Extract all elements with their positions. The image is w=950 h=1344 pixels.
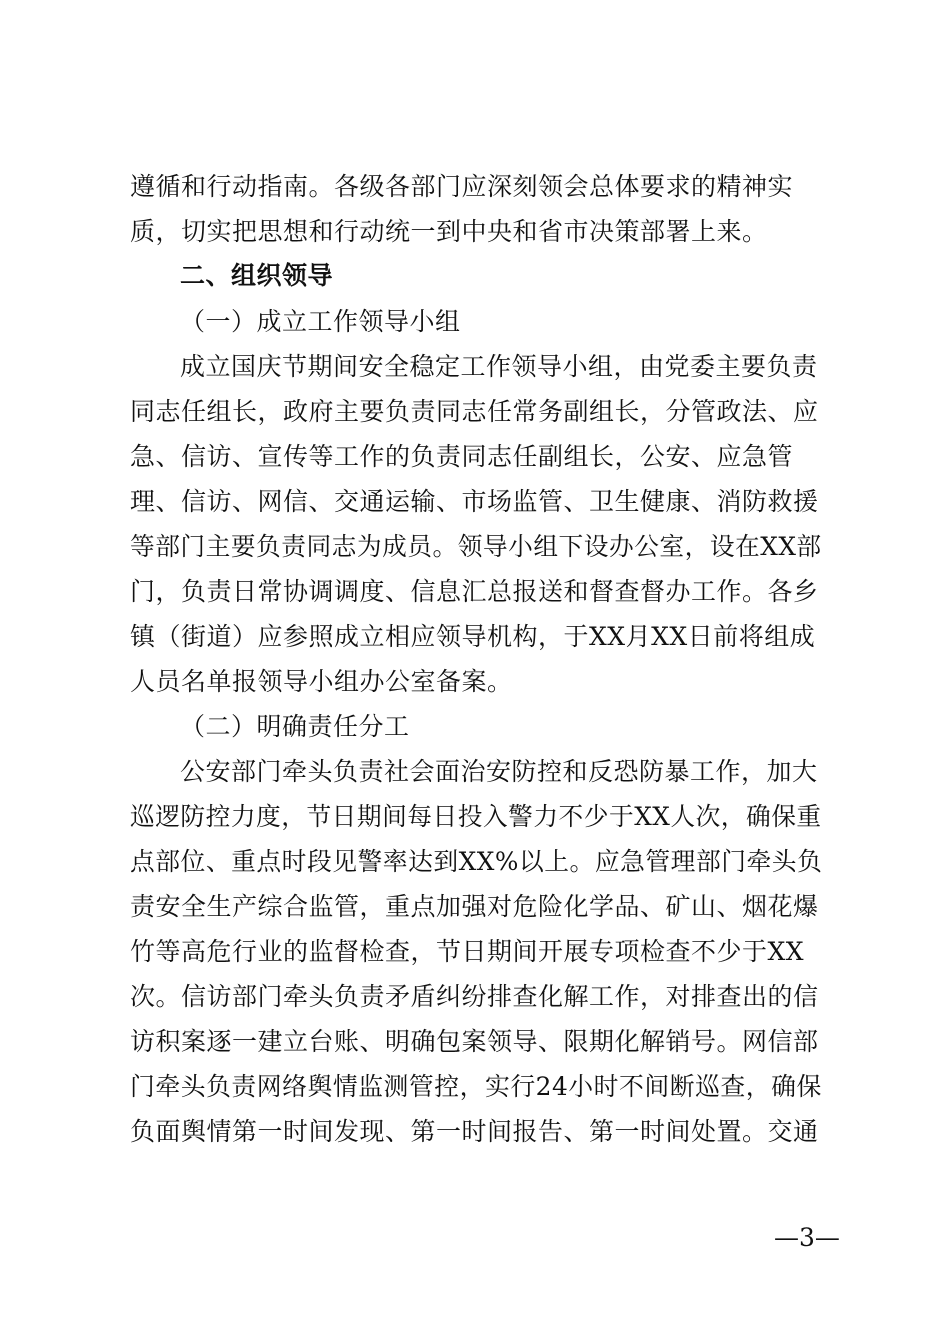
body-text-line: 责安全生产综合监管，重点加强对危险化学品、矿山、烟花爆 — [130, 892, 819, 921]
section-heading: 二、组织领导 — [180, 261, 334, 290]
subsection-heading: （一）成立工作领导小组 — [180, 307, 461, 336]
body-text-line: 成立国庆节期间安全稳定工作领导小组，由党委主要负责 — [180, 352, 818, 381]
body-text-line: 门牵头负责网络舆情监测管控，实行24小时不间断巡查，确保 — [130, 1072, 822, 1101]
body-text-line: 遵循和行动指南。各级各部门应深刻领会总体要求的精神实 — [130, 172, 794, 201]
body-text-line: 公安部门牵头负责社会面治安防控和反恐防暴工作，加大 — [180, 757, 818, 786]
page-number: —3— — [774, 1223, 840, 1252]
body-text-line: 负面舆情第一时间发现、第一时间报告、第一时间处置。交通 — [130, 1117, 819, 1146]
body-text-line: 访积案逐一建立台账、明确包案领导、限期化解销号。网信部 — [130, 1027, 819, 1056]
body-text-line: 镇（街道）应参照成立相应领导机构，于XX月XX日前将组成 — [130, 622, 816, 651]
body-text-line: 竹等高危行业的监督检查，节日期间开展专项检查不少于XX — [130, 937, 805, 966]
body-text-line: 次。信访部门牵头负责矛盾纠纷排查化解工作，对排查出的信 — [130, 982, 819, 1011]
body-text-line: 点部位、重点时段见警率达到XX%以上。应急管理部门牵头负 — [130, 847, 823, 876]
body-text-line: 人员名单报领导小组办公室备案。 — [130, 667, 513, 696]
body-text-line: 急、信访、宣传等工作的负责同志任副组长，公安、应急管 — [130, 442, 794, 471]
body-text-line: 巡逻防控力度，节日期间每日投入警力不少于XX人次，确保重 — [130, 802, 822, 831]
body-text-line: 质，切实把思想和行动统一到中央和省市决策部署上来。 — [130, 217, 768, 246]
body-text-line: 门，负责日常协调调度、信息汇总报送和督查督办工作。各乡 — [130, 577, 819, 606]
body-text-line: 同志任组长，政府主要负责同志任常务副组长，分管政法、应 — [130, 397, 819, 426]
body-text-line: 等部门主要负责同志为成员。领导小组下设办公室，设在XX部 — [130, 532, 822, 561]
body-text-line: 理、信访、网信、交通运输、市场监管、卫生健康、消防救援 — [130, 487, 819, 516]
subsection-heading: （二）明确责任分工 — [180, 712, 410, 741]
